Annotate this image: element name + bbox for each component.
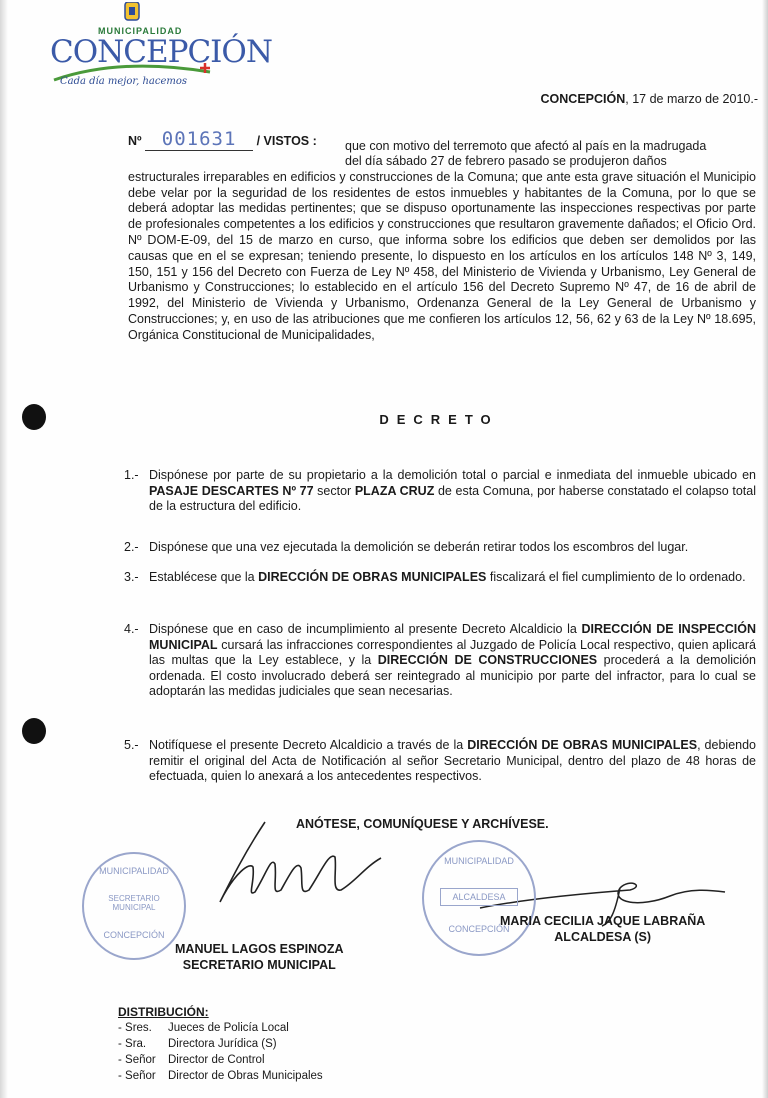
mayor-title: ALCALDESA (S): [554, 930, 652, 944]
date-city: CONCEPCIÓN: [540, 92, 626, 106]
logo-tagline: Cada día mejor, hacemos: [60, 76, 188, 87]
stamp-middle: SECRETARIO MUNICIPAL: [108, 894, 160, 912]
item-text-part: Establécese que la: [149, 570, 259, 584]
item-sector: PLAZA CRUZ: [354, 483, 435, 498]
secretary-signature: [205, 812, 395, 912]
item-text-part: cursará las infracciones correspondientes al Juzgado de Policía Local respectivo, quien aplicará las multas que la Ley establece, y la: [149, 637, 756, 667]
decree-item-2: [124, 540, 756, 556]
distribution-prefix: - Señor: [118, 1070, 156, 1082]
item-text: [149, 622, 756, 700]
municipality-logo: [50, 2, 272, 94]
distribution-row: [118, 1052, 323, 1068]
item-entity: DIRECCIÓN DE OBRAS MUNICIPALES: [467, 738, 698, 752]
item-entity: DIRECCIÓN DE INSPECCIÓN MUNICIPAL: [149, 622, 756, 652]
vistos-body: estructurales irreparables en edificios y construcciones de la Comuna; que ante esta grave situación el Municipio debe velar por la seguridad de los residentes de estos inmuebles y habitantes de la Comuna, por lo que se deberá adoptar las medidas pertinentes; que se dispuso oportunamente las inspecciones respectivas por parte de profesionales competentes a los edificios y construcciones que resultaron gravemente dañados; el Oficio Ord. Nº DOM-E-09, del 15 de marzo en curso, que informa sobre los edificios que deben ser demolidos por las causas que en el se expresan; teniendo presente, lo dispuesto en los artículos en los artículos 148 Nº 3, 149, 150, 151 y 156 del Decreto con Fuerza de Ley Nº 458, del Ministerio de Vivienda y Urbanismo, Ley General de Urbanismo y Construcciones; lo establecido en el artículo 156 del Decreto Supremo Nº 47, de 16 de abril de 1992, del Ministerio de Vivienda y Urbanismo, Ordenanza General de la Ley General de Urbanismo y Construcciones; y, en uso de las atribuciones que me confieren los artículos 12, 56, 62 y 63 de la Ley Nº 18.695, Orgánica Constitucional de Municipalidades,: [128, 169, 756, 342]
item-text-part: de esta Comuna, por haberse constatado el colapso total de la estructura del edificio.: [149, 483, 756, 513]
item-text: [149, 738, 756, 785]
distribution-row: [118, 1036, 323, 1052]
mayor-signature-block: [500, 913, 705, 945]
item-number: 5.-: [124, 738, 139, 752]
vistos-label: / VISTOS :: [256, 134, 317, 148]
decreto-heading: DECRETO: [379, 412, 499, 427]
item-number: 4.-: [124, 622, 139, 636]
secretary-stamp: [82, 852, 186, 960]
punch-hole-bottom: [22, 718, 46, 744]
document-date: [541, 92, 758, 106]
item-number: 1.-: [124, 468, 139, 482]
item-text-part: Notifíquese el presente Decreto Alcaldicio a través de la: [149, 738, 468, 752]
item-address: PASAJE DESCARTES Nº 77: [149, 483, 314, 498]
item-entity: DIRECCIÓN DE OBRAS MUNICIPALES: [258, 570, 487, 584]
distribution-recipient: Director de Obras Municipales: [168, 1070, 323, 1082]
stamp-top: MUNICIPALIDAD: [444, 856, 514, 866]
logo-city: CONCEPCIÓN: [50, 34, 272, 70]
item-text-part: Dispónese que en caso de incumplimiento al presente Decreto Alcaldicio la: [149, 622, 582, 636]
distribution-recipient: Directora Jurídica (S): [168, 1038, 277, 1050]
item-text-part: fiscalizará el fiel cumplimiento de lo ordenado.: [486, 570, 746, 584]
distribution-list: [118, 1004, 323, 1084]
decree-item-4: [124, 622, 756, 700]
stamp-top: MUNICIPALIDAD: [99, 866, 169, 876]
secretary-signature-block: [175, 941, 344, 973]
distribution-prefix: - Sres.: [118, 1022, 152, 1034]
decree-number: 001631: [145, 128, 253, 151]
item-number: 3.-: [124, 570, 139, 584]
distribution-prefix: - Sra.: [118, 1038, 147, 1050]
distribution-row: [118, 1068, 323, 1084]
date-rest: , 17 de marzo de 2010.-: [625, 92, 758, 106]
distribution-row: [118, 1020, 323, 1036]
item-number: 2.-: [124, 540, 139, 554]
vistos-first-line: que con motivo del terremoto que afectó al país en la madrugada: [345, 139, 707, 153]
item-text: [149, 468, 756, 515]
page-edge-left: [0, 0, 8, 1098]
item-text-part: , debiendo remitir el original del Acta de Notificación al señor Secretario Municipal, dentro del plazo de 48 horas de efectuada, quien lo anexará a los antecedentes respectivos.: [149, 738, 757, 783]
distribution-recipient: Director de Control: [168, 1054, 265, 1066]
stamp-bottom: CONCEPCIÓN: [448, 924, 510, 934]
closing-formula: ANÓTESE, COMUNÍQUESE Y ARCHÍVESE.: [296, 817, 549, 831]
item-text: [149, 570, 756, 586]
distribution-prefix: - Señor: [118, 1054, 156, 1066]
vistos-line-2: del día sábado 27 de febrero pasado se produjeron daños: [345, 154, 667, 168]
item-text-part: procederá a la demolición ordenada. El costo involucrado deberá ser reintegrado al municipio por parte del infractor, para lo cual se adoptarán las medidas judiciales que sean necesarias.: [149, 653, 756, 698]
secretary-name: MANUEL LAGOS ESPINOZA: [175, 942, 344, 956]
item-text-part: Dispónese por parte de su propietario a la demolición total o parcial e inmediata del inmueble ubicado en: [149, 468, 756, 482]
stamp-middle: ALCALDESA: [440, 888, 518, 906]
page-edge-right: [762, 0, 768, 1098]
item-text: [149, 540, 756, 556]
distribution-recipient: Jueces de Policía Local: [168, 1022, 289, 1034]
coat-of-arms-detail: [129, 7, 135, 15]
item-text-part: Dispónese que una vez ejecutada la demolición se deberán retirar todos los escombros del lugar.: [149, 540, 689, 554]
decree-item-5: [124, 738, 756, 785]
item-entity: DIRECCIÓN DE CONSTRUCCIONES: [377, 653, 598, 667]
decree-number-prefix: Nº: [128, 134, 142, 148]
decree-item-3: [124, 570, 756, 586]
mayor-name: MARIA CECILIA JAQUE LABRAÑA: [500, 914, 706, 928]
distribution-title: DISTRIBUCIÓN:: [118, 1005, 209, 1019]
item-text-part: sector: [313, 483, 355, 498]
logo-municipalidad: MUNICIPALIDAD: [98, 26, 183, 36]
vistos-paragraph: [128, 154, 756, 344]
secretary-title: SECRETARIO MUNICIPAL: [182, 958, 336, 972]
decree-item-1: [124, 468, 756, 515]
stamp-bottom: CONCEPCIÓN: [103, 930, 165, 940]
decree-number-row: [128, 128, 317, 151]
